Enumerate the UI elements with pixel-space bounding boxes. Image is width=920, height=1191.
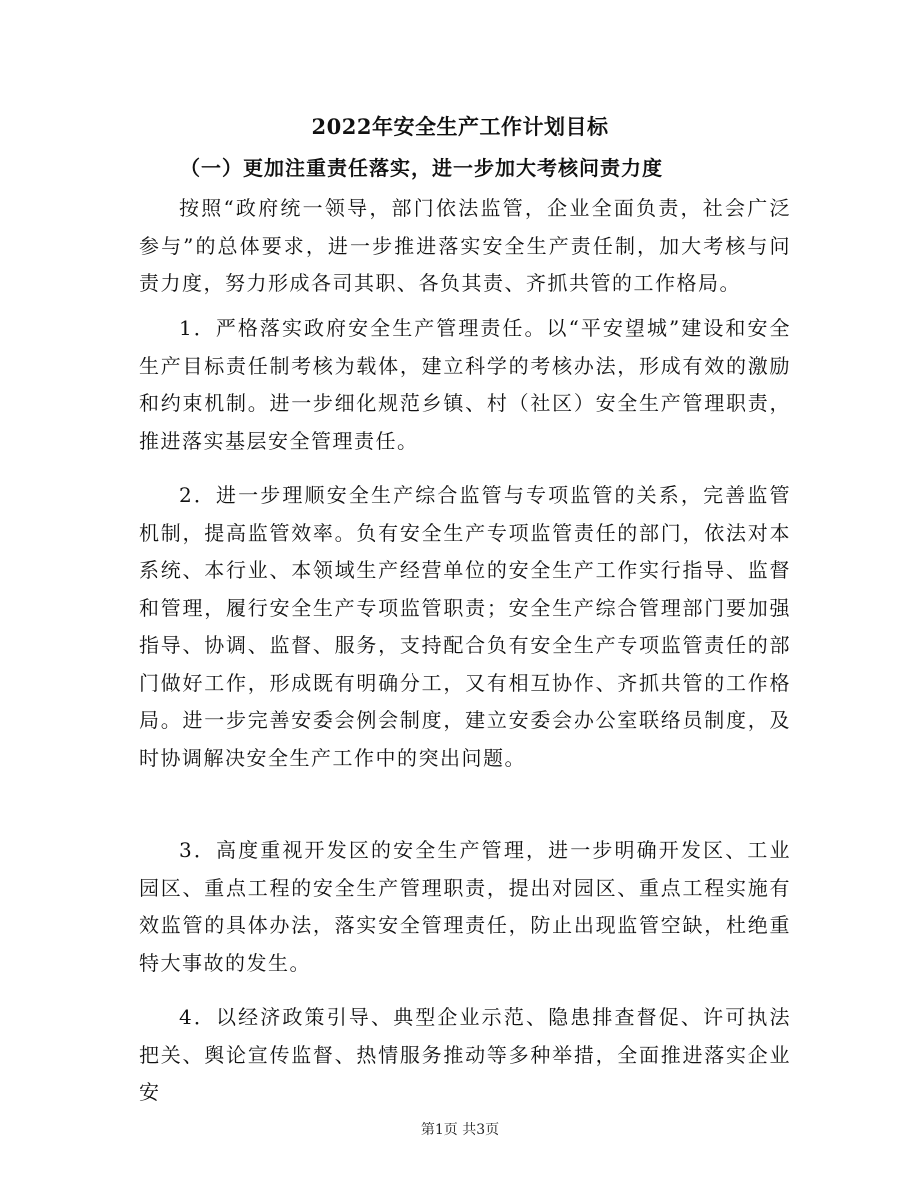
- paragraph-intro: 按照“政府统一领导，部门依法监管，企业全面负责，社会广泛参与”的总体要求，进一步推进落实安全生产责任制，加大考核与问责力度，努力形成各司其职、各负其责、齐抓共管的工作格局。: [139, 196, 791, 295]
- section-heading: （一）更加注重责任落实，进一步加大考核问责力度: [180, 156, 663, 180]
- page-number-footer: 第1页 共3页: [420, 1122, 500, 1138]
- paragraph-item-4: 4．以经济政策引导、典型企业示范、隐患排查督促、许可执法把关、舆论宣传监督、热情服务推动等多种举措，全面推进落实企业安: [139, 1005, 791, 1104]
- paragraph-item-3: 3．高度重视开发区的安全生产管理，进一步明确开发区、工业园区、重点工程的安全生产管理职责，提出对园区、重点工程实施有效监管的具体办法，落实安全管理责任，防止出现监管空缺，杜绝重特大事故的发生。: [139, 838, 791, 975]
- document-title: 2022年安全生产工作计划目标: [311, 114, 609, 139]
- paragraph-item-1: 1．严格落实政府安全生产管理责任。以“平安望城”建设和安全生产目标责任制考核为载体，建立科学的考核办法，形成有效的激励和约束机制。进一步细化规范乡镇、村（社区）安全生产管理职责，推进落实基层安全管理责任。: [139, 316, 791, 453]
- paragraph-item-2: 2．进一步理顺安全生产综合监管与专项监管的关系，完善监管机制，提高监管效率。负有安全生产专项监管责任的部门，依法对本系统、本行业、本领域生产经营单位的安全生产工作实行指导、监督和管理，履行安全生产专项监管职责；安全生产综合管理部门要加强指导、协调、监督、服务，支持配合负有安全生产专项监管责任的部门做好工作，形成既有明确分工，又有相互协作、齐抓共管的工作格局。进一步完善安委会例会制度，建立安委会办公室联络员制度，及时协调解决安全生产工作中的突出问题。: [139, 483, 791, 770]
